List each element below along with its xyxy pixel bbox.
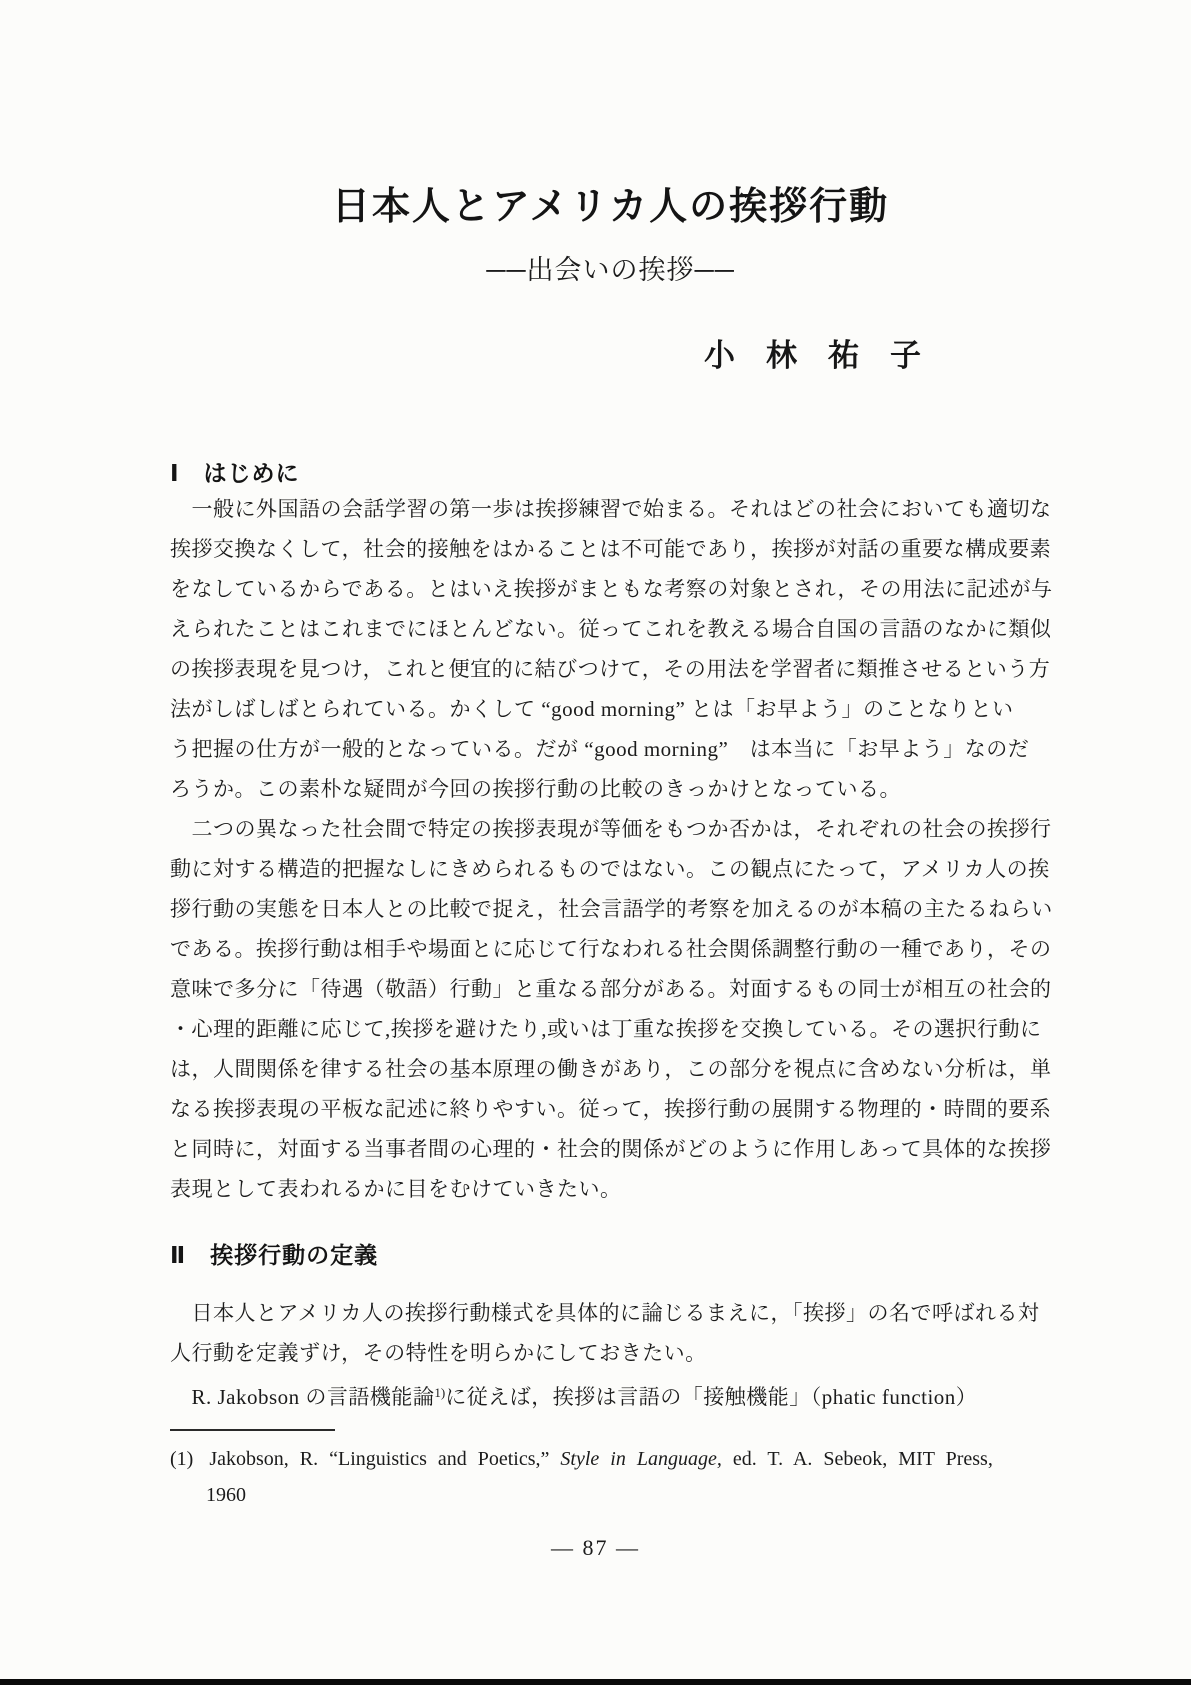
body-text-line: 挨拶交換なくして，社会的接触をはかることは不可能であり，挨拶が対話の重要な構成要素	[170, 537, 1052, 561]
footnote-book-title: Style in Language,	[560, 1448, 722, 1470]
body-text-line: 拶行動の実態を日本人との比較で捉え，社会言語学的考察を加えるのが本稿の主たるねらい	[170, 897, 1053, 921]
body-text-line: は，人間関係を律する社会の基本原理の働きがあり，この部分を視点に含めない分析は，単	[170, 1057, 1052, 1081]
body-text-line: 日本人とアメリカ人の挨拶行動様式を具体的に論じるまえに，「挨拶」の名で呼ばれる対	[170, 1301, 1040, 1325]
footnote-text-segment: Jakobson, R. “Linguistics and Poetics,”	[209, 1448, 561, 1470]
section-2-body	[170, 1293, 1051, 1413]
footnote-text-segment: ed. T. A. Sebeok, MIT Press,	[721, 1448, 993, 1470]
page-number: — 87 —	[551, 1535, 640, 1560]
footnote-year-line: 1960	[206, 1484, 246, 1506]
body-text-line: と同時に，対面する当事者間の心理的・社会的関係がどのように作用しあって具体的な挨拶	[170, 1137, 1052, 1161]
body-text-segment: R. Jakobson の言語機能論	[170, 1385, 435, 1409]
section-1-heading: Ⅰ はじめに	[170, 460, 300, 486]
body-text-line: 動に対する構造的把握なしにきめられるものではない。この観点にたって，アメリカ人の挨	[170, 857, 1050, 881]
body-text-segment: に従えば，挨拶は言語の「接触機能」（phatic function）	[445, 1385, 978, 1409]
footnote-reference-superscript: 1)	[434, 1385, 446, 1400]
body-text-line: なる挨拶表現の平板な記述に終りやすい。従って，挨拶行動の展開する物理的・時間的要系	[170, 1097, 1052, 1121]
paper-subtitle: ──出会いの挨拶──	[486, 255, 735, 285]
body-text-line: 意味で多分に「待遇（敬語）行動」と重なる部分がある。対面するもの同士が相互の社会的	[170, 977, 1052, 1001]
section-1-body	[170, 489, 1051, 1209]
body-text-line-with-footnote-ref	[170, 1373, 1051, 1413]
section-2-heading: Ⅱ 挨拶行動の定義	[170, 1242, 379, 1268]
body-text-line: 表現として表われるかに目をむけていきたい。	[170, 1177, 622, 1201]
footnote-separator-rule	[170, 1429, 335, 1431]
page-content	[170, 0, 1051, 1513]
footnote-block	[170, 1441, 1051, 1513]
body-text-line: 人行動を定義ずけ，その特性を明らかにしておきたい。	[170, 1341, 707, 1365]
paper-title: 日本人とアメリカ人の挨拶行動	[331, 186, 890, 228]
body-text-line: 法がしばしばとられている。かくして “good morning” とは「お早よう」のことなりとい	[170, 697, 1014, 721]
body-text-line: ろうか。この素朴な疑問が今回の挨拶行動の比較のきっかけとなっている。	[170, 777, 901, 801]
body-text-line: 二つの異なった社会間で特定の挨拶表現が等価をもつか否かは，それぞれの社会の挨拶行	[170, 817, 1052, 841]
body-text-line: である。挨拶行動は相手や場面とに応じて行なわれる社会関係調整行動の一種であり，その	[170, 937, 1052, 961]
footnote-marker: (1)	[170, 1448, 194, 1470]
footnote-citation-line	[170, 1441, 1051, 1477]
body-text-line: 一般に外国語の会話学習の第一歩は挨拶練習で始まる。それはどの社会においても適切な	[170, 497, 1052, 521]
scan-edge-artifact	[0, 1679, 1191, 1685]
author-name: 小 林 祐 子	[704, 338, 921, 373]
body-text-line: ・心理的距離に応じて,挨拶を避けたり,或いは丁重な挨拶を交換している。その選択行動に	[170, 1017, 1042, 1041]
body-text-line: う把握の仕方が一般的となっている。だが “good morning” は本当に「お早よう」なのだ	[170, 737, 1030, 761]
body-text-line: の挨拶表現を見つけ，これと便宜的に結びつけて，その用法を学習者に類推させるという方	[170, 657, 1051, 681]
body-text-line: えられたことはこれまでにほとんどない。従ってこれを教える場合自国の言語のなかに類似	[170, 617, 1052, 641]
body-text-line: をなしているからである。とはいえ挨拶がまともな考察の対象とされ，その用法に記述が与	[170, 577, 1053, 601]
